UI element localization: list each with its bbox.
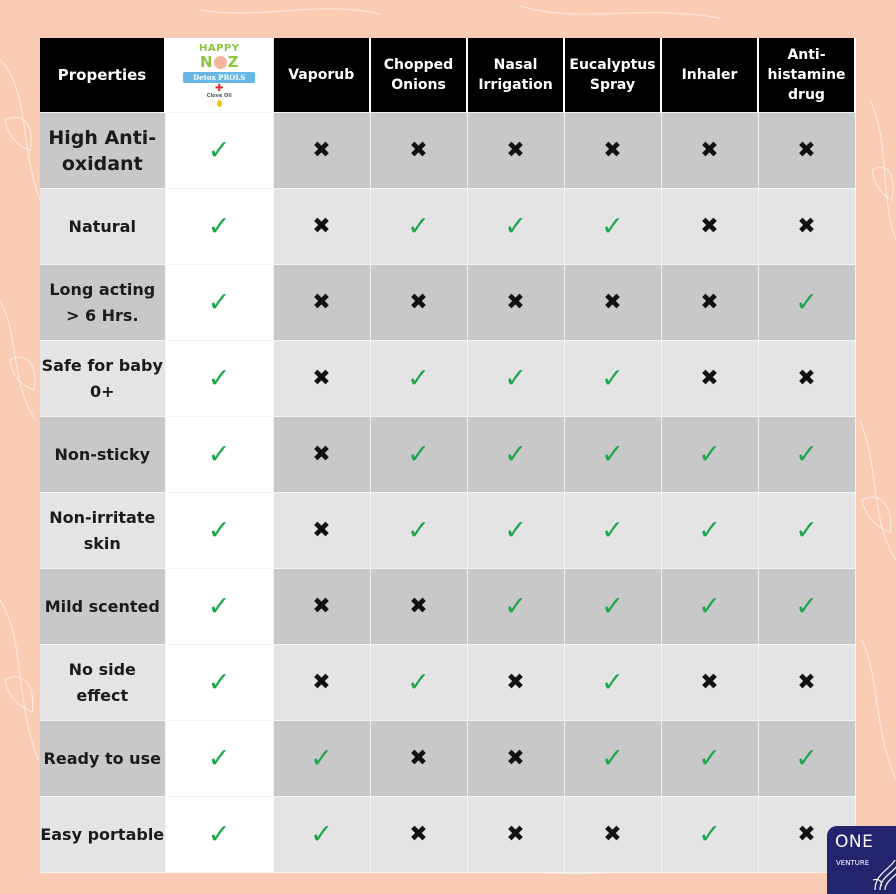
check-icon: ✓: [207, 135, 231, 166]
check-icon: ✓: [504, 211, 527, 242]
cell-vaporub: [273, 417, 370, 493]
cell-vaporub: [273, 493, 370, 569]
cross-icon: ✖: [700, 289, 719, 315]
check-icon: ✓: [407, 211, 430, 242]
cell-antihistamine: [758, 113, 855, 189]
cross-icon: ✖: [797, 821, 816, 847]
cell-happy-noz: [165, 265, 273, 341]
properties-header: Properties: [40, 38, 165, 113]
check-icon: ✓: [698, 743, 721, 774]
check-icon: ✓: [795, 287, 818, 318]
cell-vaporub: [273, 797, 370, 873]
check-icon: ✓: [407, 439, 430, 470]
badge-swirl-icon: [871, 856, 896, 892]
check-icon: ✓: [601, 363, 624, 394]
cross-icon: ✖: [700, 137, 719, 163]
cross-icon: ✖: [312, 137, 331, 163]
cell-antihistamine: [758, 493, 855, 569]
cross-icon: ✖: [700, 213, 719, 239]
property-label: Easy portable: [40, 797, 165, 873]
cross-icon: ✖: [700, 365, 719, 391]
check-icon: ✓: [601, 591, 624, 622]
cell-inhaler: [661, 797, 758, 873]
cell-chopped-onions: [370, 113, 467, 189]
cross-icon: ✖: [506, 289, 525, 315]
cross-icon: ✖: [797, 669, 816, 695]
cell-eucalyptus-spray: [564, 721, 661, 797]
check-icon: ✓: [601, 515, 624, 546]
check-icon: ✓: [310, 819, 333, 850]
cell-antihistamine: [758, 189, 855, 265]
cross-icon: ✖: [409, 593, 428, 619]
check-icon: ✓: [601, 743, 624, 774]
cross-icon: ✖: [409, 745, 428, 771]
cross-icon: ✖: [506, 137, 525, 163]
property-label: Long acting > 6 Hrs.: [40, 265, 165, 341]
check-icon: ✓: [698, 819, 721, 850]
check-icon: ✓: [207, 439, 231, 470]
check-icon: ✓: [207, 287, 231, 318]
cell-nasal-irrigation: [467, 265, 564, 341]
cell-happy-noz: [165, 645, 273, 721]
badge-title: ONE: [835, 832, 874, 852]
cross-icon: ✖: [603, 137, 622, 163]
cell-happy-noz: [165, 113, 273, 189]
cell-eucalyptus-spray: [564, 417, 661, 493]
one-venture-badge: [827, 826, 896, 894]
cell-vaporub: [273, 645, 370, 721]
cell-nasal-irrigation: [467, 797, 564, 873]
cross-icon: ✖: [409, 821, 428, 847]
happy-noz-logo: [166, 44, 273, 107]
cell-inhaler: [661, 189, 758, 265]
logo-ribbon: Detox PROLS: [183, 72, 255, 83]
cross-icon: ✖: [797, 137, 816, 163]
table-row: [40, 417, 855, 493]
cell-chopped-onions: [370, 189, 467, 265]
check-icon: ✓: [207, 591, 231, 622]
check-icon: ✓: [407, 363, 430, 394]
table-row: [40, 189, 855, 265]
cross-icon: ✖: [312, 365, 331, 391]
logo-letter-n: N: [200, 52, 213, 71]
cell-eucalyptus-spray: [564, 341, 661, 417]
cell-chopped-onions: [370, 721, 467, 797]
cell-happy-noz: [165, 341, 273, 417]
cell-eucalyptus-spray: [564, 113, 661, 189]
cross-icon: ✖: [312, 669, 331, 695]
cell-eucalyptus-spray: [564, 265, 661, 341]
cross-icon: ✖: [797, 213, 816, 239]
cell-antihistamine: [758, 341, 855, 417]
cross-icon: ✖: [603, 821, 622, 847]
check-icon: ✓: [407, 667, 430, 698]
table-row: [40, 113, 855, 189]
column-header-antihistamine: Anti-histamine drug: [758, 38, 855, 113]
cell-inhaler: [661, 341, 758, 417]
cell-vaporub: [273, 113, 370, 189]
brand-logo-header: [165, 38, 273, 113]
cell-antihistamine: [758, 721, 855, 797]
cell-chopped-onions: [370, 265, 467, 341]
oil-drop-icon: [217, 100, 222, 107]
property-label: Non-irritate skin: [40, 493, 165, 569]
check-icon: ✓: [795, 591, 818, 622]
cross-icon: ✖: [312, 517, 331, 543]
cell-vaporub: [273, 341, 370, 417]
cell-vaporub: [273, 569, 370, 645]
check-icon: ✓: [504, 363, 527, 394]
cell-antihistamine: [758, 265, 855, 341]
check-icon: ✓: [601, 439, 624, 470]
cell-nasal-irrigation: [467, 569, 564, 645]
column-header-nasal-irrigation: Nasal Irrigation: [467, 38, 564, 113]
cell-vaporub: [273, 189, 370, 265]
cell-chopped-onions: [370, 341, 467, 417]
red-cross-icon: ✚: [215, 82, 224, 94]
cell-happy-noz: [165, 189, 273, 265]
logo-letter-z: Z: [227, 52, 239, 71]
cell-chopped-onions: [370, 417, 467, 493]
cell-nasal-irrigation: [467, 189, 564, 265]
property-label: Non-sticky: [40, 417, 165, 493]
check-icon: ✓: [407, 515, 430, 546]
check-icon: ✓: [601, 667, 624, 698]
logo-face-icon: [214, 56, 227, 69]
cell-chopped-onions: [370, 569, 467, 645]
check-icon: ✓: [601, 211, 624, 242]
logo-line1: HAPPY: [198, 42, 240, 54]
table-row: [40, 797, 855, 873]
check-icon: ✓: [795, 515, 818, 546]
cell-happy-noz: [165, 797, 273, 873]
cell-inhaler: [661, 417, 758, 493]
cell-nasal-irrigation: [467, 113, 564, 189]
property-label: High Anti-oxidant: [40, 113, 165, 189]
cell-happy-noz: [165, 721, 273, 797]
cross-icon: ✖: [797, 365, 816, 391]
cell-chopped-onions: [370, 645, 467, 721]
cell-nasal-irrigation: [467, 645, 564, 721]
check-icon: ✓: [504, 439, 527, 470]
check-icon: ✓: [795, 439, 818, 470]
check-icon: ✓: [207, 211, 231, 242]
table-row: [40, 265, 855, 341]
check-icon: ✓: [207, 363, 231, 394]
cell-nasal-irrigation: [467, 493, 564, 569]
check-icon: ✓: [207, 515, 231, 546]
cell-antihistamine: [758, 417, 855, 493]
cell-chopped-onions: [370, 493, 467, 569]
cross-icon: ✖: [312, 213, 331, 239]
cross-icon: ✖: [409, 137, 428, 163]
cell-inhaler: [661, 645, 758, 721]
cell-antihistamine: [758, 645, 855, 721]
cell-happy-noz: [165, 493, 273, 569]
cell-happy-noz: [165, 569, 273, 645]
column-header-eucalyptus-spray: Eucalyptus Spray: [564, 38, 661, 113]
cross-icon: ✖: [312, 441, 331, 467]
table-row: [40, 721, 855, 797]
table-row: [40, 569, 855, 645]
check-icon: ✓: [310, 743, 333, 774]
column-header-chopped-onions: Chopped Onions: [370, 38, 467, 113]
check-icon: ✓: [698, 515, 721, 546]
cross-icon: ✖: [506, 821, 525, 847]
cell-inhaler: [661, 569, 758, 645]
check-icon: ✓: [795, 743, 818, 774]
cell-happy-noz: [165, 417, 273, 493]
badge-subtitle: VENTURE: [836, 859, 870, 867]
cross-icon: ✖: [312, 289, 331, 315]
cell-inhaler: [661, 113, 758, 189]
cell-nasal-irrigation: [467, 721, 564, 797]
cell-chopped-onions: [370, 797, 467, 873]
check-icon: ✓: [698, 439, 721, 470]
column-header-inhaler: Inhaler: [661, 38, 758, 113]
property-label: Mild scented: [40, 569, 165, 645]
cell-eucalyptus-spray: [564, 189, 661, 265]
property-label: Safe for baby 0+: [40, 341, 165, 417]
cell-inhaler: [661, 265, 758, 341]
column-header-vaporub: Vaporub: [273, 38, 370, 113]
cell-antihistamine: [758, 569, 855, 645]
check-icon: ✓: [504, 515, 527, 546]
cell-nasal-irrigation: [467, 417, 564, 493]
check-icon: ✓: [207, 743, 231, 774]
property-label: Ready to use: [40, 721, 165, 797]
cell-inhaler: [661, 493, 758, 569]
cross-icon: ✖: [409, 289, 428, 315]
logo-subtext: Clove Oil: [206, 92, 232, 99]
table-row: [40, 645, 855, 721]
cell-eucalyptus-spray: [564, 569, 661, 645]
cell-inhaler: [661, 721, 758, 797]
cell-nasal-irrigation: [467, 341, 564, 417]
cross-icon: ✖: [700, 669, 719, 695]
check-icon: ✓: [207, 819, 231, 850]
table-row: [40, 493, 855, 569]
comparison-table: [40, 38, 856, 873]
cell-vaporub: [273, 265, 370, 341]
table-row: [40, 341, 855, 417]
property-label: Natural: [40, 189, 165, 265]
check-icon: ✓: [207, 667, 231, 698]
check-icon: ✓: [698, 591, 721, 622]
cell-eucalyptus-spray: [564, 645, 661, 721]
cross-icon: ✖: [506, 745, 525, 771]
cross-icon: ✖: [312, 593, 331, 619]
cell-eucalyptus-spray: [564, 797, 661, 873]
table-header-row: [40, 38, 855, 113]
cell-vaporub: [273, 721, 370, 797]
check-icon: ✓: [504, 591, 527, 622]
cross-icon: ✖: [506, 669, 525, 695]
cell-eucalyptus-spray: [564, 493, 661, 569]
cross-icon: ✖: [603, 289, 622, 315]
property-label: No side effect: [40, 645, 165, 721]
